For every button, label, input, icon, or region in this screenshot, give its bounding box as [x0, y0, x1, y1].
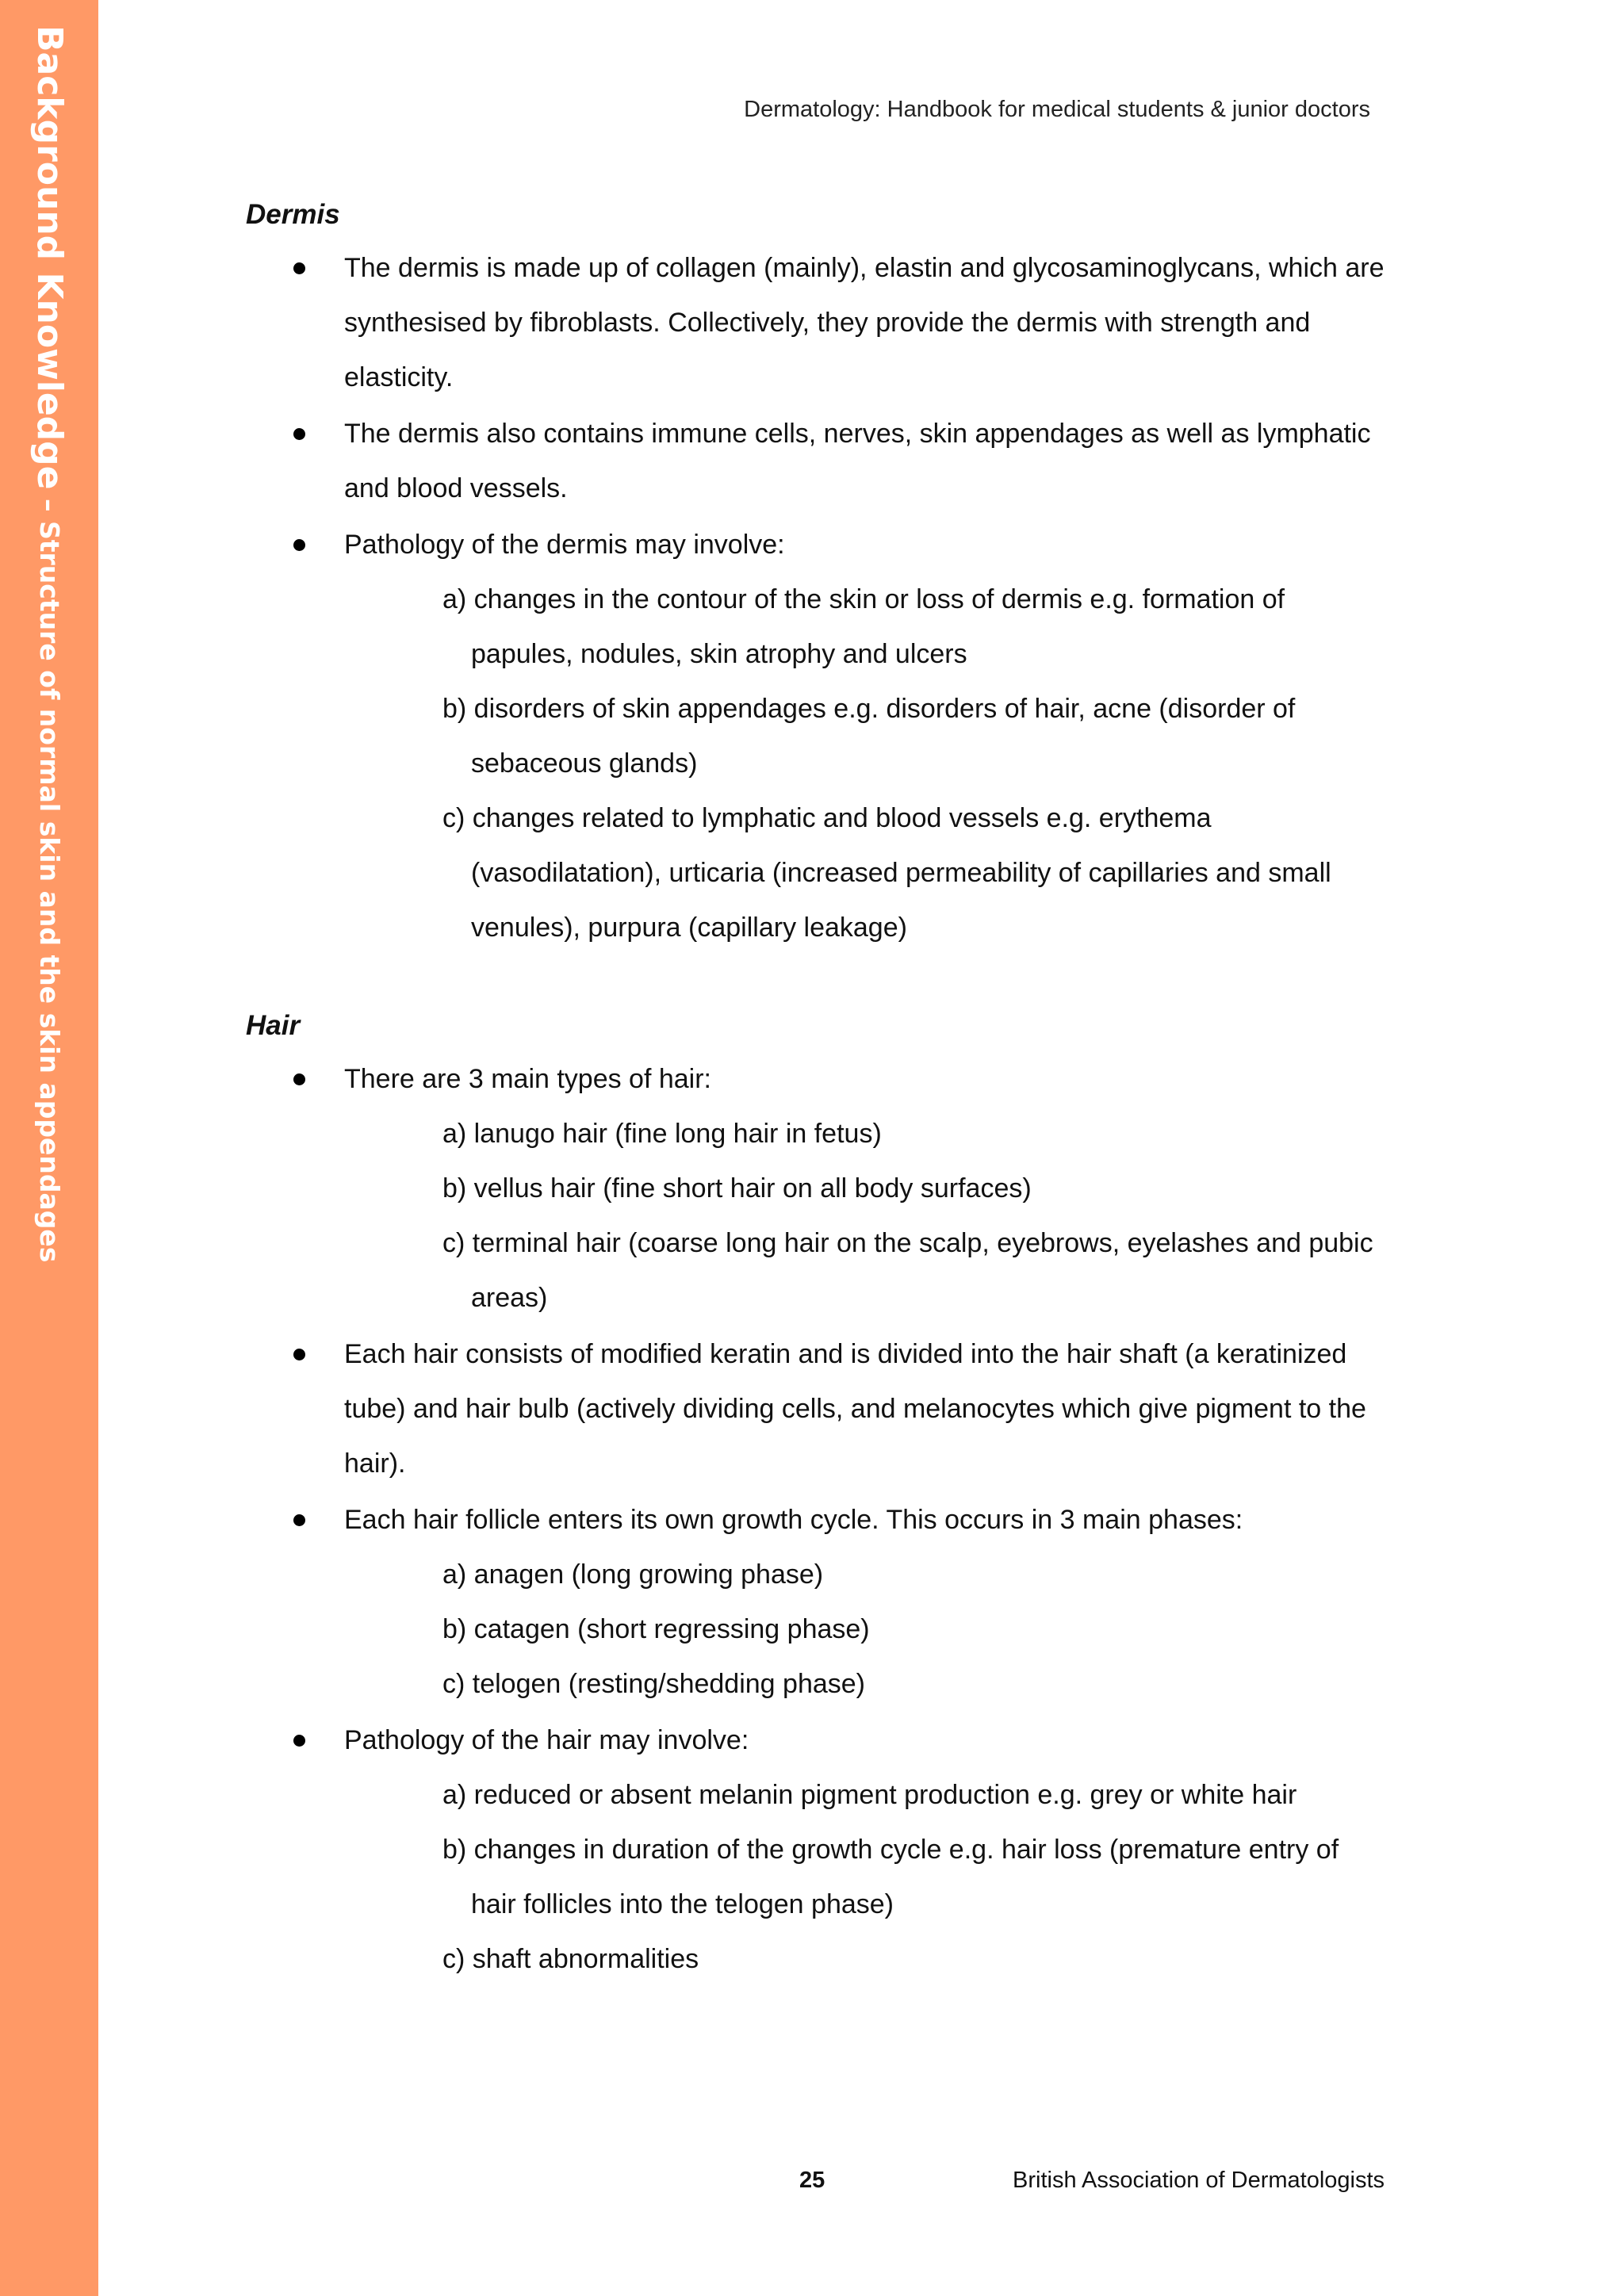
dermis-bullets [246, 241, 1388, 955]
sub-list [344, 1548, 1388, 1712]
bullet-item [246, 1052, 1388, 1326]
bullet-text: Each hair follicle enters its own growth cycle. This occurs in 3 main phases: [344, 1505, 1243, 1535]
bullet-text: Pathology of the dermis may involve: [344, 530, 785, 560]
dermis-heading: Dermis [246, 199, 340, 230]
sub-list [344, 572, 1388, 955]
bullet-icon [293, 428, 305, 440]
hair-bullets [246, 1052, 1388, 1987]
bullet-text: Pathology of the hair may involve: [344, 1725, 749, 1755]
bullet-icon [293, 1735, 305, 1747]
bullet-item [246, 407, 1388, 516]
page-number: 25 [799, 2168, 825, 2193]
sub-list-item: c) shaft abnormalities [442, 1944, 699, 1974]
sub-list-item: c) changes related to lymphatic and blood vessels e.g. erythema (vasodilatation), urticaria (increased permeability of capillaries and small venules), purpura (capillary leakage) [442, 803, 1331, 943]
bullet-item [246, 241, 1388, 405]
page-content [246, 190, 1388, 1987]
sub-list [344, 1107, 1388, 1326]
sub-list-item: b) catagen (short regressing phase) [442, 1614, 870, 1644]
bullet-text: The dermis is made up of collagen (mainly), elastin and glycosaminoglycans, which are synthesised by fibroblasts. Collectively, they provide the dermis with strength and elasticity. [344, 253, 1385, 392]
sub-list [344, 1768, 1388, 1987]
sub-list-item: a) anagen (long growing phase) [442, 1559, 824, 1590]
bullet-item [246, 1327, 1388, 1491]
bullet-text: The dermis also contains immune cells, nerves, skin appendages as well as lymphatic and blood vessels. [344, 419, 1371, 503]
footer-organisation: British Association of Dermatologists [1013, 2168, 1385, 2193]
sub-list-item: a) reduced or absent melanin pigment production e.g. grey or white hair [442, 1780, 1297, 1810]
bullet-icon [293, 262, 305, 274]
sub-list-item: c) telogen (resting/shedding phase) [442, 1669, 865, 1699]
bullet-item [246, 1493, 1388, 1712]
sub-list-item: b) vellus hair (fine short hair on all body surfaces) [442, 1173, 1032, 1203]
bullet-icon [293, 1073, 305, 1085]
bullet-item [246, 518, 1388, 955]
bullet-text: Each hair consists of modified keratin and is divided into the hair shaft (a keratinized tube) and hair bulb (actively dividing cells, and melanocytes which give pigment to the hair). [344, 1339, 1366, 1479]
sub-list-item: a) changes in the contour of the skin or loss of dermis e.g. formation of papules, nodules, skin atrophy and ulcers [442, 584, 1285, 669]
sidebar-main-title: Background Knowledge [29, 25, 70, 490]
sidebar-subtitle: – Structure of normal skin and the skin appendages [34, 489, 65, 1263]
bullet-text: There are 3 main types of hair: [344, 1064, 712, 1094]
sub-list-item: b) disorders of skin appendages e.g. disorders of hair, acne (disorder of sebaceous glands) [442, 694, 1296, 779]
sub-list-item: b) changes in duration of the growth cycle e.g. hair loss (premature entry of hair follicles into the telogen phase) [442, 1835, 1339, 1919]
bullet-icon [293, 1514, 305, 1526]
sidebar-band [0, 0, 98, 2296]
sub-list-item: a) lanugo hair (fine long hair in fetus) [442, 1119, 882, 1149]
bullet-icon [293, 1349, 305, 1360]
sidebar-title [16, 25, 82, 1262]
bullet-icon [293, 539, 305, 551]
sub-list-item: c) terminal hair (coarse long hair on the scalp, eyebrows, eyelashes and pubic areas) [442, 1228, 1373, 1313]
bullet-item [246, 1713, 1388, 1987]
page-header: Dermatology: Handbook for medical students & junior doctors [744, 97, 1370, 122]
hair-heading: Hair [246, 1010, 301, 1041]
